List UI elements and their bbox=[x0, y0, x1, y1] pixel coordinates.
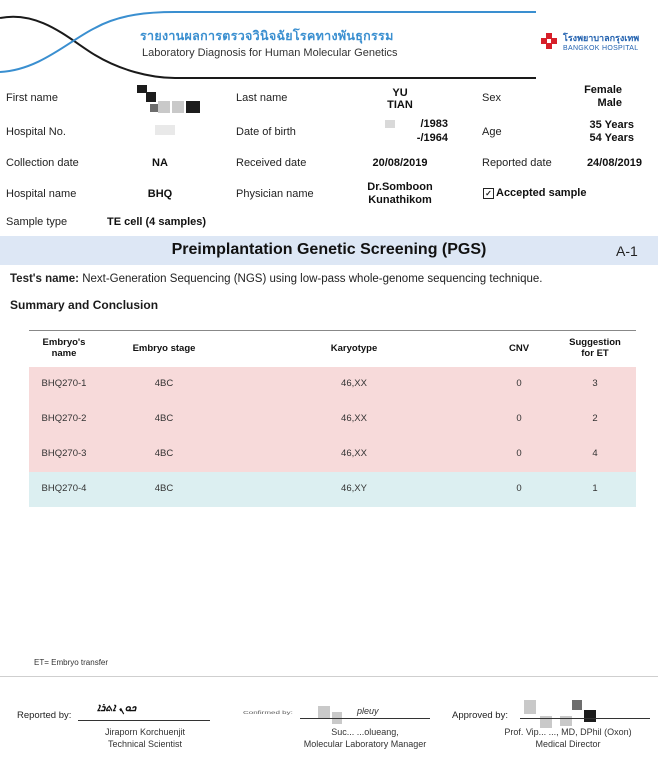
results-table bbox=[29, 330, 636, 510]
hospital-logo-english: BANGKOK HOSPITAL bbox=[563, 45, 639, 52]
cell-cnv: 0 bbox=[516, 413, 522, 424]
table-row bbox=[29, 367, 636, 402]
sample-type-value: TE cell (4 samples) bbox=[107, 216, 207, 228]
redacted-block bbox=[572, 700, 582, 710]
redacted-block bbox=[318, 706, 330, 718]
cell-cnv: 0 bbox=[516, 378, 522, 389]
header-embryo-name-line-1: Embryo's bbox=[42, 337, 86, 348]
hospital-no-label: Hospital No. bbox=[6, 126, 66, 138]
cell-karyotype: 46,XX bbox=[341, 378, 367, 389]
cell-embryo-name: BHQ270-1 bbox=[41, 378, 87, 389]
redacted-block bbox=[150, 104, 158, 112]
collection-date-value: NA bbox=[152, 157, 168, 169]
cell-karyotype: 46,XX bbox=[341, 413, 367, 424]
reported-date-label: Reported date bbox=[482, 157, 552, 169]
physician-label: Physician name bbox=[236, 188, 314, 200]
reporter-signature: ܟܘܢ ܐܬܪܐ bbox=[97, 702, 137, 714]
physician-value-2: Kunathikom bbox=[368, 194, 432, 206]
reporter-title: Technical Scientist bbox=[107, 739, 183, 749]
confirmer-signature: pleuy bbox=[357, 706, 379, 716]
cell-embryo-name: BHQ270-4 bbox=[41, 483, 87, 494]
reporter-block bbox=[70, 726, 220, 750]
test-name bbox=[10, 273, 542, 285]
first-name-label: First name bbox=[6, 92, 58, 104]
thai-title: รายงานผลการตรวจวินิจฉัยโรคทางพันธุกรรม bbox=[140, 29, 394, 43]
redacted-block bbox=[146, 92, 156, 102]
confirmer-name: Suc... ...olueang, bbox=[331, 727, 399, 737]
last-name-label: Last name bbox=[236, 92, 288, 104]
sex-value-2: Male bbox=[597, 97, 622, 109]
approver-signature-line bbox=[520, 718, 650, 719]
test-name-label: Test's name: bbox=[10, 273, 79, 285]
last-name-value-2: TIAN bbox=[387, 99, 413, 111]
received-date-label: Received date bbox=[236, 157, 307, 169]
english-title: Laboratory Diagnosis for Human Molecular Genetics bbox=[142, 47, 398, 59]
cell-cnv: 0 bbox=[516, 448, 522, 459]
header-cnv: CNV bbox=[508, 343, 530, 354]
report-code: A-1 bbox=[616, 243, 638, 259]
cell-suggestion: 4 bbox=[592, 448, 598, 459]
header-suggestion-line-2: for ET bbox=[581, 348, 609, 359]
cell-suggestion: 2 bbox=[592, 413, 598, 424]
redacted-block bbox=[186, 101, 200, 113]
confirmer-title: Molecular Laboratory Manager bbox=[303, 739, 427, 749]
physician-value-1: Dr.Somboon bbox=[367, 181, 433, 193]
approved-by-label: Approved by: bbox=[452, 710, 508, 721]
hospital-name-value: BHQ bbox=[147, 188, 173, 200]
age-label: Age bbox=[482, 126, 502, 138]
table-row bbox=[29, 437, 636, 472]
cell-embryo-stage: 4BC bbox=[154, 483, 174, 494]
age-value-1: 35 Years bbox=[589, 119, 634, 131]
dob-label: Date of birth bbox=[236, 126, 296, 138]
et-footnote: ET= Embryo transfer bbox=[34, 658, 109, 667]
cell-karyotype: 46,XY bbox=[341, 483, 367, 494]
cell-embryo-name: BHQ270-3 bbox=[41, 448, 87, 459]
table-row bbox=[29, 402, 636, 437]
confirmer-block bbox=[285, 726, 445, 750]
age-value-2: 54 Years bbox=[589, 132, 634, 144]
cell-embryo-stage: 4BC bbox=[154, 378, 174, 389]
cell-cnv: 0 bbox=[516, 483, 522, 494]
redacted-block bbox=[172, 101, 184, 113]
redacted-block bbox=[158, 101, 170, 113]
footer-divider bbox=[0, 676, 658, 677]
last-name-value-1: YU bbox=[392, 87, 408, 99]
cell-embryo-stage: 4BC bbox=[154, 448, 174, 459]
cell-suggestion: 1 bbox=[592, 483, 598, 494]
sample-type-label: Sample type bbox=[6, 216, 68, 228]
collection-date-label: Collection date bbox=[6, 157, 79, 169]
approver-name: Prof. Vip... ..., MD, DPhil (Oxon) bbox=[504, 727, 632, 737]
table-row bbox=[29, 472, 636, 507]
received-date-value: 20/08/2019 bbox=[372, 157, 428, 169]
cell-karyotype: 46,XX bbox=[341, 448, 367, 459]
table-header bbox=[29, 330, 636, 368]
dob-value-2: -/1964 bbox=[416, 132, 448, 144]
header-suggestion-line-1: Suggestion bbox=[569, 337, 621, 348]
reporter-signature-line bbox=[78, 720, 210, 721]
redacted-block bbox=[524, 700, 536, 714]
summary-heading: Summary and Conclusion bbox=[10, 298, 159, 312]
reporter-name: Jiraporn Korchuenjit bbox=[104, 727, 186, 737]
cell-embryo-stage: 4BC bbox=[154, 413, 174, 424]
hospital-name-label: Hospital name bbox=[6, 188, 77, 200]
hospital-logo-thai: โรงพยาบาลกรุงเทพ bbox=[563, 33, 640, 43]
cell-suggestion: 3 bbox=[592, 378, 598, 389]
reported-by-label: Reported by: bbox=[17, 710, 72, 721]
accepted-sample-label: Accepted sample bbox=[496, 187, 587, 199]
header-embryo-name-line-2: name bbox=[51, 348, 77, 359]
redacted-block bbox=[584, 710, 596, 722]
dob-value-1: /1983 bbox=[420, 118, 448, 130]
sex-value-1: Female bbox=[584, 84, 622, 96]
confirmed-by-label: Confirmed by: bbox=[243, 710, 293, 716]
approver-title: Medical Director bbox=[535, 739, 601, 749]
accepted-checkbox-icon: ✓ bbox=[483, 188, 494, 199]
header-embryo-stage: Embryo stage bbox=[132, 343, 196, 354]
header-karyotype: Karyotype bbox=[330, 343, 378, 354]
hospital-cross-icon bbox=[541, 33, 557, 49]
confirmer-signature-line bbox=[300, 718, 430, 719]
cell-embryo-name: BHQ270-2 bbox=[41, 413, 87, 424]
approver-block bbox=[480, 726, 656, 750]
reported-date-value: 24/08/2019 bbox=[586, 157, 642, 169]
test-name-value: Next-Generation Sequencing (NGS) using low-pass whole-genome sequencing technique. bbox=[82, 273, 543, 285]
header-suggestion bbox=[559, 337, 631, 359]
header-embryo-name bbox=[29, 337, 99, 359]
redacted-block bbox=[155, 125, 175, 135]
sex-label: Sex bbox=[482, 92, 501, 104]
report-title: Preimplantation Genetic Screening (PGS) bbox=[171, 241, 487, 258]
